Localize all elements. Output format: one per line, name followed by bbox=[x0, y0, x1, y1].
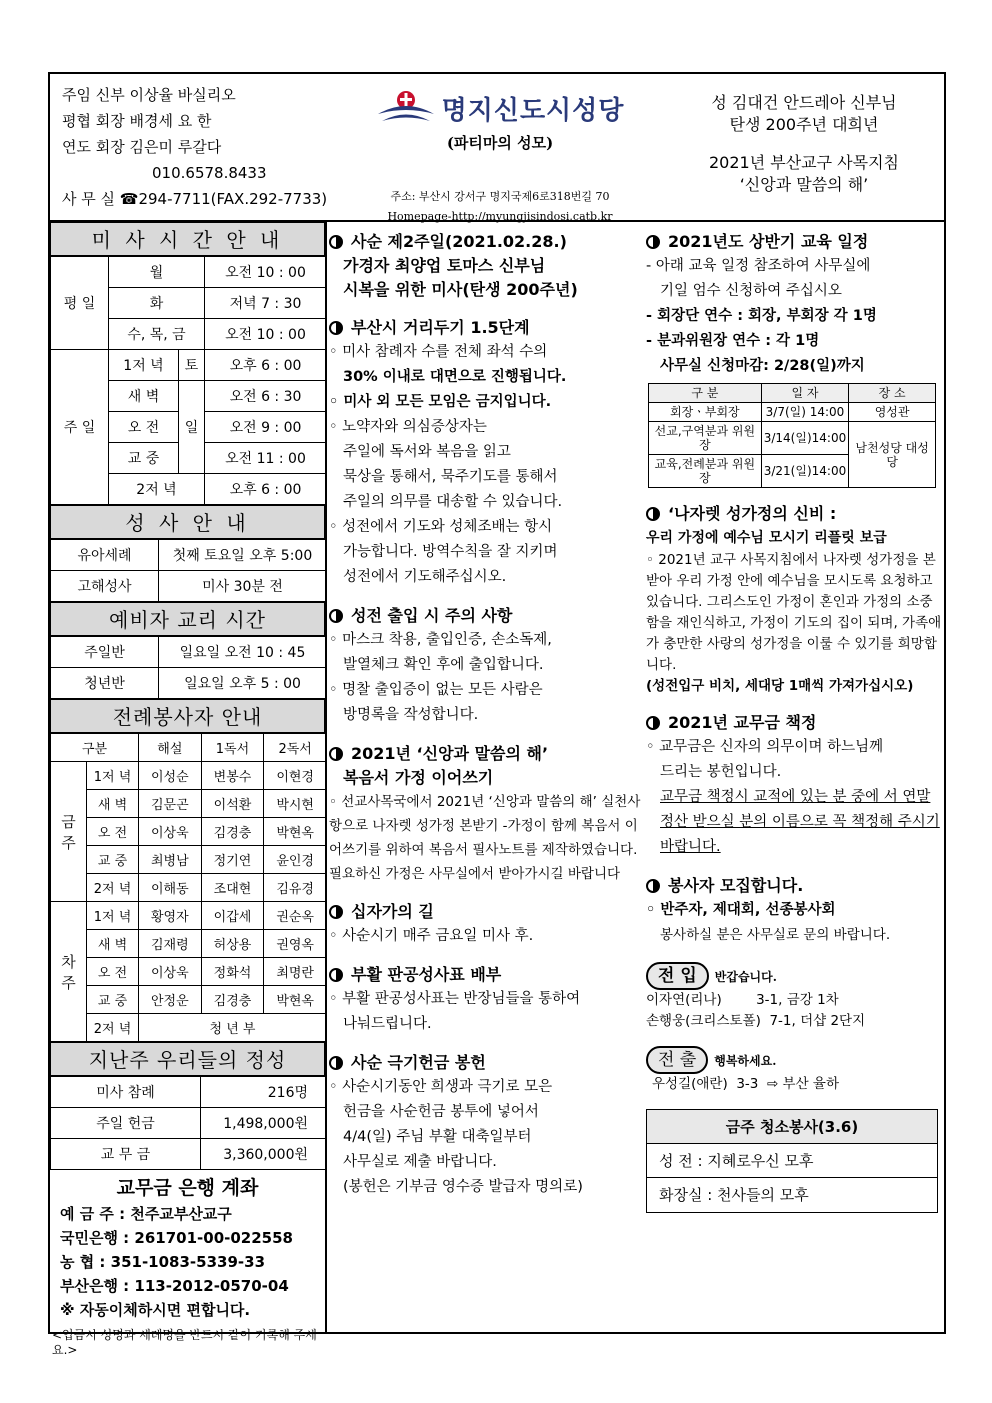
offering-table bbox=[50, 1076, 327, 1170]
staff-line: 연도 회장 김은미 루갈다 bbox=[62, 138, 222, 156]
offering-label: 주일 헌금 bbox=[51, 1108, 201, 1139]
catechism-title: 예비자 교리 시간 bbox=[50, 602, 325, 636]
body-line: 묵상을 통해서, 묵주기도를 통해서 bbox=[343, 469, 558, 485]
section-title: 사순 극기헌금 봉헌 bbox=[351, 1053, 486, 1072]
sunday-day-label: 일 bbox=[179, 381, 205, 474]
half-circle-bullet-icon bbox=[646, 716, 660, 730]
name: 이석환 bbox=[201, 790, 264, 818]
name: 이해동 bbox=[139, 874, 202, 902]
section-title: 십자가의 길 bbox=[351, 902, 434, 921]
notice-stations bbox=[329, 900, 642, 949]
mass-slot: 새 벽 bbox=[109, 381, 179, 412]
half-circle-bullet-icon bbox=[329, 609, 343, 623]
half-circle-bullet-icon bbox=[329, 905, 343, 919]
name: 정화석 bbox=[201, 958, 264, 986]
half-circle-bullet-icon bbox=[329, 968, 343, 982]
bulletin-frame bbox=[48, 72, 946, 1357]
header bbox=[50, 74, 944, 222]
col-header: 장 소 bbox=[849, 384, 936, 403]
notice-distancing bbox=[329, 316, 642, 590]
slot: 교 중 bbox=[87, 846, 139, 874]
youth-group: 청 년 부 bbox=[139, 1014, 327, 1042]
member-row: 손행웅(크리스토폴) 7-1, 더샵 2단지 bbox=[646, 1013, 866, 1029]
cleaning-box bbox=[646, 1109, 938, 1213]
col-header: 구 분 bbox=[649, 384, 762, 403]
slot: 새 벽 bbox=[87, 790, 139, 818]
bank-line: 부산은행 : 113-2012-0570-04 bbox=[60, 1277, 289, 1295]
body-line: 드리는 봉헌입니다. bbox=[660, 764, 782, 780]
name: 권순옥 bbox=[264, 902, 327, 930]
name: 최명란 bbox=[264, 958, 327, 986]
offering-value: 3,360,000원 bbox=[201, 1139, 327, 1170]
jubilee-line: 성 김대건 안드레아 신부님 bbox=[711, 93, 897, 112]
name: 이상욱 bbox=[139, 958, 202, 986]
greeting: 반갑습니다. bbox=[714, 970, 777, 984]
name: 김문곤 bbox=[139, 790, 202, 818]
bank-line: 국민은행 : 261701-00-022558 bbox=[60, 1229, 293, 1247]
slot: 교 중 bbox=[87, 986, 139, 1014]
next-week-label: 차 주 bbox=[51, 902, 87, 1042]
body-line: 성전에서 기도해주십시오. bbox=[343, 569, 507, 585]
slot: 2저 녁 bbox=[87, 1014, 139, 1042]
name: 이현경 bbox=[264, 762, 327, 790]
section-title: ‘나자렛 성가정의 신비 : bbox=[668, 504, 837, 523]
middle-column bbox=[329, 222, 642, 1332]
body-line: - 분과위원장 연수 : 각 1명 bbox=[646, 333, 820, 349]
catechism-table bbox=[50, 636, 327, 699]
member-row: 이자연(리나) 3-1, 금강 1차 bbox=[646, 992, 839, 1008]
sacrament-label: 유아세례 bbox=[51, 540, 159, 571]
body-line: ◦ 성전에서 기도와 성체조배는 항시 bbox=[329, 519, 553, 535]
class-label: 청년반 bbox=[51, 668, 159, 699]
offering-value: 1,498,000원 bbox=[201, 1108, 327, 1139]
education-table bbox=[648, 383, 936, 488]
bank-accounts bbox=[50, 1170, 325, 1328]
right-column bbox=[646, 222, 944, 1332]
half-circle-bullet-icon bbox=[646, 507, 660, 521]
body-line: ◦ 사순시기동안 희생과 극기로 모은 bbox=[329, 1079, 553, 1095]
body-line: 발열체크 확인 후에 출입합니다. bbox=[343, 657, 544, 673]
jubilee-line: 탄생 200주년 대희년 bbox=[729, 115, 879, 134]
guideline-line: 2021년 부산교구 사목지침 bbox=[709, 153, 899, 172]
mass-times-table bbox=[50, 256, 327, 505]
jubilee-info bbox=[670, 92, 938, 196]
cleaning-title: 금주 청소봉사(3.6) bbox=[647, 1110, 937, 1144]
name: 박시현 bbox=[264, 790, 327, 818]
name: 이갑세 bbox=[201, 902, 264, 930]
section-title: 부산시 거리두기 1.5단계 bbox=[351, 318, 530, 337]
body-line: 주일에 독서와 복음을 읽고 bbox=[343, 444, 511, 460]
homepage-link[interactable]: Homepage-http://myungjisindosi.catb.kr bbox=[387, 210, 613, 223]
move-out bbox=[646, 1046, 944, 1095]
move-in bbox=[646, 962, 944, 1032]
section-title: 사순 제2주일(2021.02.28.) bbox=[351, 232, 567, 251]
name: 조대현 bbox=[201, 874, 264, 902]
body-line: ◦ 노약자와 의심증상자는 bbox=[329, 419, 487, 435]
name: 정기연 bbox=[201, 846, 264, 874]
staff-line: 사 무 실 ☎294-7711(FAX.292-7733) bbox=[62, 190, 328, 208]
edu-group: 선교,구역분과 위원장 bbox=[649, 422, 762, 455]
half-circle-bullet-icon bbox=[329, 321, 343, 335]
time-cell: 오전 9 : 00 bbox=[205, 412, 327, 443]
sunday-label: 주 일 bbox=[51, 350, 109, 505]
body-line: 가능합니다. 방역수칙을 잘 지키며 bbox=[343, 544, 558, 560]
body-line: ◦ 마스크 착용, 출입인증, 손소독제, bbox=[329, 632, 552, 648]
staff-info bbox=[62, 82, 342, 212]
address: 주소: 부산시 강서구 명지국제6로318번길 70 bbox=[390, 190, 610, 203]
notice-lent-offering bbox=[329, 1051, 642, 1200]
name: 황영자 bbox=[139, 902, 202, 930]
body-line: 방명록을 작성합니다. bbox=[343, 707, 479, 723]
slot: 1저 녁 bbox=[87, 902, 139, 930]
half-circle-bullet-icon bbox=[646, 879, 660, 893]
sacrament-time: 미사 30분 전 bbox=[159, 571, 327, 602]
name: 허상용 bbox=[201, 930, 264, 958]
notice-tithe bbox=[646, 711, 944, 860]
offering-label: 교 무 금 bbox=[51, 1139, 201, 1170]
offering-value: 216명 bbox=[201, 1077, 327, 1108]
body-line: 사무실로 제출 바랍니다. bbox=[343, 1154, 497, 1170]
mass-slot: 2저 녁 bbox=[109, 474, 205, 505]
left-column bbox=[50, 222, 327, 1357]
mass-slot: 오 전 bbox=[109, 412, 179, 443]
mass-slot: 1저 녁 bbox=[109, 350, 179, 381]
day-cell: 월 bbox=[109, 257, 205, 288]
body-line: (봉헌은 기부금 영수증 발급자 명의로) bbox=[343, 1179, 583, 1195]
col-header: 해설 bbox=[139, 734, 202, 762]
edu-place: 영성관 bbox=[849, 403, 936, 422]
notice-volunteers bbox=[646, 874, 944, 948]
half-circle-bullet-icon bbox=[329, 747, 343, 761]
section-title-line: 시복을 위한 미사(탄생 200주년) bbox=[343, 280, 578, 299]
edu-date: 3/21(일)14:00 bbox=[761, 455, 849, 488]
servers-table bbox=[50, 733, 327, 1042]
guideline-line: ‘신앙과 말씀의 해’ bbox=[739, 175, 869, 194]
move-in-badge: 전 입 bbox=[646, 962, 709, 990]
body-line: 30% 이내로 대면으로 진행됩니다. bbox=[343, 369, 567, 385]
name: 이성순 bbox=[139, 762, 202, 790]
edu-date: 3/14(일)14:00 bbox=[761, 422, 849, 455]
staff-line: 010.6578.8433 bbox=[152, 164, 267, 182]
staff-line: 주임 신부 이상율 바실리오 bbox=[62, 86, 236, 104]
col-header: 일 자 bbox=[761, 384, 849, 403]
sacrament-time: 첫째 토요일 오후 5:00 bbox=[159, 540, 327, 571]
edu-place: 남천성당 대성당 bbox=[849, 422, 936, 488]
sacrament-label: 고해성사 bbox=[51, 571, 159, 602]
body-line: ◦ 미사 외 모든 모임은 금지입니다. bbox=[329, 394, 552, 410]
saturday-label: 토 bbox=[179, 350, 205, 381]
body-line: 나눠드립니다. bbox=[343, 1016, 432, 1032]
church-name: 명지신도시성당 bbox=[441, 95, 625, 126]
bank-line: 예 금 주 : 천주교부산교구 bbox=[60, 1205, 232, 1223]
slot: 2저 녁 bbox=[87, 874, 139, 902]
edu-group: 교육,전례분과 위원장 bbox=[649, 455, 762, 488]
body-line: ◦ 반주자, 제대회, 선종봉사회 bbox=[646, 902, 836, 918]
body-line: 주일의 의무를 대송할 수 있습니다. bbox=[343, 494, 563, 510]
body-line: - 아래 교육 일정 참조하여 사무실에 bbox=[646, 258, 871, 274]
section-title: 부활 판공성사표 배부 bbox=[351, 965, 502, 984]
section-title: 봉사자 모집합니다. bbox=[668, 876, 804, 895]
mass-times-title: 미 사 시 간 안 내 bbox=[50, 222, 325, 256]
section-title: 2021년 교무금 책정 bbox=[668, 713, 817, 732]
half-circle-bullet-icon bbox=[646, 235, 660, 249]
name: 박현옥 bbox=[264, 818, 327, 846]
class-label: 주일반 bbox=[51, 637, 159, 668]
name: 김경충 bbox=[201, 818, 264, 846]
bank-title: 교무금 은행 계좌 bbox=[116, 1177, 259, 1199]
class-time: 일요일 오전 10 : 45 bbox=[159, 637, 327, 668]
church-logo-block bbox=[340, 82, 660, 227]
section-title: 2021년도 상반기 교육 일정 bbox=[668, 232, 869, 251]
section-title-line: 가경자 최양업 토마스 신부님 bbox=[343, 256, 546, 275]
half-circle-bullet-icon bbox=[329, 1056, 343, 1070]
col-header: 1독서 bbox=[201, 734, 264, 762]
body-text: (성전입구 비치, 세대당 1매씩 가져가십시오) bbox=[646, 678, 914, 694]
slot: 새 벽 bbox=[87, 930, 139, 958]
section-title: 2021년 ‘신앙과 말씀의 해’ bbox=[351, 744, 549, 763]
notice-entry bbox=[329, 604, 642, 728]
body-text: 교무금 책정시 교적에 있는 분 중에 서 연말정산 받으실 분의 이름으로 꼭 책정해 주시기 바랍니다. bbox=[660, 789, 940, 855]
mass-slot: 교 중 bbox=[109, 443, 179, 474]
body-line: 기일 엄수 신청하여 주십시오 bbox=[660, 283, 842, 299]
notice-confession-card bbox=[329, 963, 642, 1037]
half-circle-bullet-icon bbox=[329, 235, 343, 249]
notice-nazareth bbox=[646, 502, 944, 697]
name: 최병남 bbox=[139, 846, 202, 874]
weekday-label: 평 일 bbox=[51, 257, 109, 350]
slot: 오 전 bbox=[87, 958, 139, 986]
col-header: 구분 bbox=[51, 734, 139, 762]
time-cell: 저녁 7 : 30 bbox=[205, 288, 327, 319]
col-header: 2독서 bbox=[264, 734, 327, 762]
section-title-line: 우리 가정에 예수님 모시기 리플릿 보급 bbox=[646, 530, 887, 546]
time-cell: 오전 10 : 00 bbox=[205, 319, 327, 350]
cleaning-row: 성 전 : 지혜로우신 모후 bbox=[647, 1144, 937, 1178]
bank-line: ※ 자동이체하시면 편합니다. bbox=[60, 1301, 251, 1319]
body-line: ◦ 교무금은 신자의 의무이며 하느님께 bbox=[646, 739, 884, 755]
name: 김재령 bbox=[139, 930, 202, 958]
offering-label: 미사 참례 bbox=[51, 1077, 201, 1108]
move-out-badge: 전 출 bbox=[646, 1046, 708, 1074]
church-logo-icon bbox=[376, 88, 436, 128]
this-week-label: 금 주 bbox=[51, 762, 87, 902]
member-row: 우성길(애란) 3-3 ⇨ 부산 율하 bbox=[652, 1076, 840, 1092]
day-cell: 화 bbox=[109, 288, 205, 319]
edu-group: 회장ㆍ부회장 bbox=[649, 403, 762, 422]
body-line: 봉사하실 분은 사무실로 문의 바랍니다. bbox=[660, 927, 891, 943]
slot: 1저 녁 bbox=[87, 762, 139, 790]
body-line: ◦ 사순시기 매주 금요일 미사 후. bbox=[329, 928, 534, 944]
time-cell: 오전 10 : 00 bbox=[205, 257, 327, 288]
day-cell: 수, 목, 금 bbox=[109, 319, 205, 350]
name: 권영옥 bbox=[264, 930, 327, 958]
sacrament-table bbox=[50, 539, 327, 602]
body-line: - 회장단 연수 : 회장, 부회장 각 1명 bbox=[646, 308, 877, 324]
staff-line: 평협 회장 배경세 요 한 bbox=[62, 112, 212, 130]
edu-date: 3/7(일) 14:00 bbox=[761, 403, 849, 422]
body-line: ◦ 미사 참례자 수를 전체 좌석 수의 bbox=[329, 344, 548, 360]
section-title: 성전 출입 시 주의 사항 bbox=[351, 606, 513, 625]
body-line: 4/4(일) 주님 부활 대축일부터 bbox=[343, 1129, 532, 1145]
church-subtitle: (파티마의 성모) bbox=[446, 134, 554, 152]
time-cell: 오후 6 : 00 bbox=[205, 474, 327, 505]
bank-line: 농 협 : 351-1083-5339-33 bbox=[60, 1253, 266, 1271]
section-title-line: 복음서 가정 이어쓰기 bbox=[343, 768, 494, 787]
cleaning-row: 화장실 : 천사들의 모후 bbox=[659, 1186, 809, 1204]
body-text: ◦ 선교사목국에서 2021년 ‘신앙과 말씀의 해’ 실천사항으로 나자렛 성가정 본받기 -가정이 함께 복음서 이어쓰기를 위하여 복음서 필사노트를 제작하였습니다. 필요하신 가정은 사무실에서 받아가시길 바랍니다 bbox=[329, 794, 641, 882]
body-line: ◦ 부활 판공성사표는 반장님들을 통하여 bbox=[329, 991, 581, 1007]
body-line: 헌금을 사순헌금 봉투에 넣어서 bbox=[343, 1104, 539, 1120]
notice-lent-sunday bbox=[329, 230, 642, 302]
notice-gospel-copy bbox=[329, 742, 642, 886]
name: 윤인경 bbox=[264, 846, 327, 874]
time-cell: 오후 6 : 00 bbox=[205, 350, 327, 381]
greeting: 행복하세요. bbox=[714, 1054, 777, 1068]
sacrament-title: 성 사 안 내 bbox=[50, 505, 325, 539]
body-line: 사무실 신청마감: 2/28(일)까지 bbox=[660, 358, 865, 374]
class-time: 일요일 오후 5 : 00 bbox=[159, 668, 327, 699]
deposit-note: <입금시 성명과 세례명을 반드시 같이 기록해 주세요.> bbox=[52, 1328, 317, 1357]
name: 안정운 bbox=[139, 986, 202, 1014]
servers-title: 전례봉사자 안내 bbox=[50, 699, 325, 733]
notice-education bbox=[646, 230, 944, 488]
name: 김유경 bbox=[264, 874, 327, 902]
offering-title: 지난주 우리들의 정성 bbox=[50, 1042, 325, 1076]
name: 이상욱 bbox=[139, 818, 202, 846]
time-cell: 오전 6 : 30 bbox=[205, 381, 327, 412]
name: 박현옥 bbox=[264, 986, 327, 1014]
body-line: ◦ 명찰 출입증이 없는 모든 사람은 bbox=[329, 682, 543, 698]
name: 김경충 bbox=[201, 986, 264, 1014]
slot: 오 전 bbox=[87, 818, 139, 846]
name: 변봉수 bbox=[201, 762, 264, 790]
time-cell: 오전 11 : 00 bbox=[205, 443, 327, 474]
body-text: ◦ 2021년 교구 사목지침에서 나자렛 성가정을 본받아 우리 가정 안에 예수님을 모시도록 요청하고 있습니다. 그리스도인 가정이 혼인과 가정의 소중함을 재인식하고, 가정이 기도의 집이 되며, 가족애가 충만한 사랑의 성가정을 이룰 수 있기를 희망합니다. bbox=[646, 552, 942, 673]
